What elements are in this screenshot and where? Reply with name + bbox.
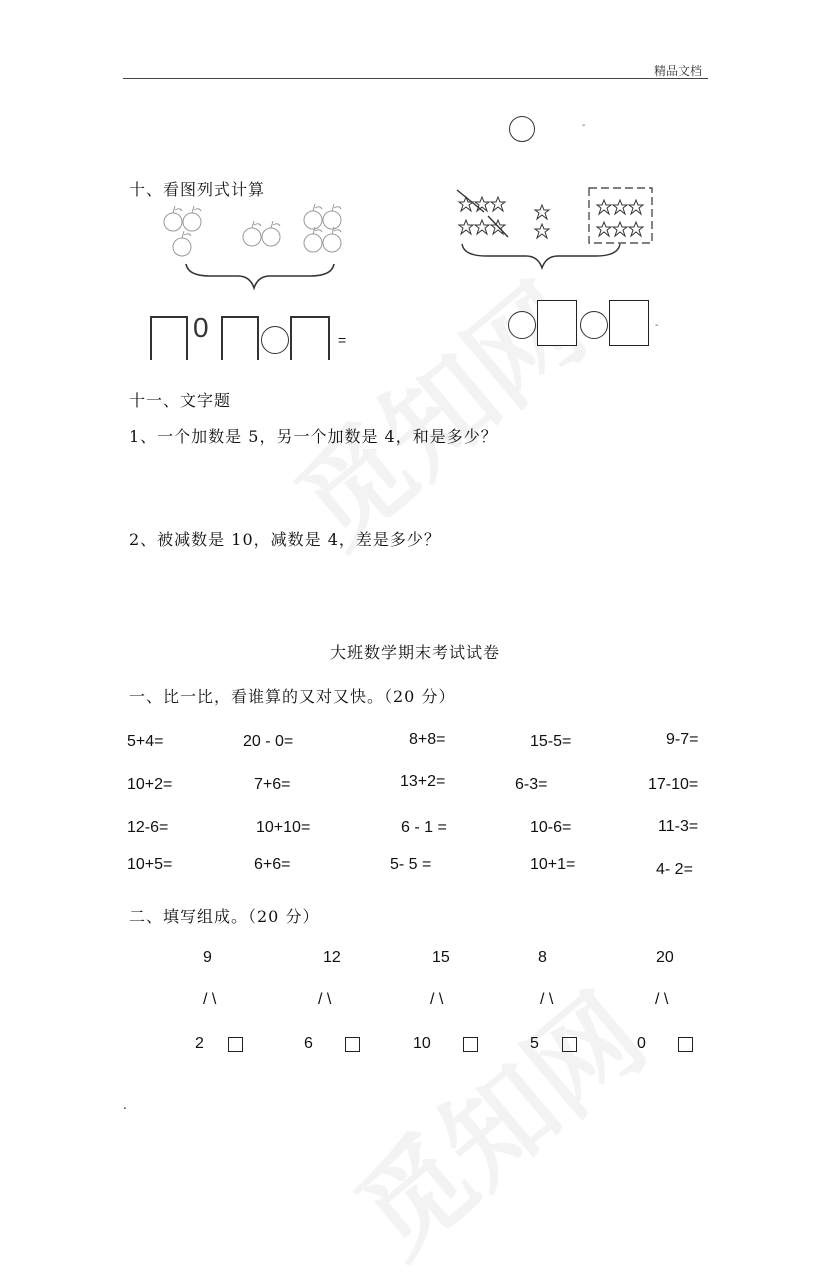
composition-total: 15 xyxy=(432,949,450,966)
tail-mark: - xyxy=(655,320,659,331)
section-10-title: 十、看图列式计算 xyxy=(129,180,266,199)
answer-box[interactable] xyxy=(150,316,188,360)
watermark xyxy=(318,952,672,1285)
composition-answer-box[interactable] xyxy=(228,1036,243,1055)
header-rule xyxy=(123,78,708,79)
arithmetic-item: 4- 2= xyxy=(656,861,693,878)
arithmetic-item: 9-7= xyxy=(666,731,699,748)
word-problem-1: 1、一个加数是 5，另一个加数是 4，和是多少？ xyxy=(129,427,498,446)
composition-part: 6 xyxy=(304,1035,313,1052)
section-11-title: 十一、文字题 xyxy=(129,391,232,410)
composition-branch: / \ xyxy=(318,991,332,1008)
arithmetic-item: 6-3= xyxy=(515,776,548,793)
equals-sign: = xyxy=(338,332,347,348)
arithmetic-item: 10+2= xyxy=(127,776,173,793)
part-1-title: 一、比一比，看谁算的又对又快。（20 分） xyxy=(129,687,456,706)
composition-answer-box[interactable] xyxy=(463,1036,478,1055)
part-2-title: 二、填写组成。（20 分） xyxy=(129,907,320,926)
composition-branch: / \ xyxy=(430,991,444,1008)
answer-circle xyxy=(509,116,535,142)
arithmetic-item: 11-3= xyxy=(658,818,699,835)
stars-figure xyxy=(450,182,660,277)
composition-answer-box[interactable] xyxy=(562,1036,577,1055)
answer-circle[interactable] xyxy=(580,311,608,339)
composition-part: 0 xyxy=(637,1035,646,1052)
arithmetic-item: 5+4= xyxy=(127,733,164,750)
composition-part: 5 xyxy=(530,1035,539,1052)
arithmetic-item: 20 - 0= xyxy=(243,733,294,750)
footer-mark: . xyxy=(123,1098,127,1112)
answer-box[interactable] xyxy=(221,316,259,360)
arithmetic-item: 12-6= xyxy=(127,819,169,836)
arithmetic-item: 10+1= xyxy=(530,856,576,873)
arithmetic-item: 6 - 1 = xyxy=(401,819,447,836)
answer-box[interactable] xyxy=(609,300,649,346)
composition-total: 20 xyxy=(656,949,674,966)
composition-branch: / \ xyxy=(655,991,669,1008)
operator-mark: 0 xyxy=(193,312,209,343)
exam-title: 大班数学期末考试试卷 xyxy=(329,643,500,662)
composition-answer-box[interactable] xyxy=(345,1036,360,1055)
composition-total: 12 xyxy=(323,949,341,966)
arithmetic-item: 10+10= xyxy=(256,819,311,836)
composition-part: 10 xyxy=(413,1035,431,1052)
arithmetic-item: 15-5= xyxy=(530,733,572,750)
answer-box[interactable] xyxy=(290,316,330,360)
arithmetic-item: 6+6= xyxy=(254,856,291,873)
answer-circle[interactable] xyxy=(261,326,289,354)
arithmetic-item: 10-6= xyxy=(530,819,572,836)
arithmetic-item: 17-10= xyxy=(648,776,699,793)
apples-figure xyxy=(150,198,360,298)
arithmetic-item: 7+6= xyxy=(254,776,291,793)
composition-total: 8 xyxy=(538,949,547,966)
answer-circle[interactable] xyxy=(508,311,536,339)
top-mark: - xyxy=(582,120,586,131)
composition-answer-box[interactable] xyxy=(678,1036,693,1055)
arithmetic-item: 10+5= xyxy=(127,856,173,873)
answer-box[interactable] xyxy=(537,300,577,346)
word-problem-2: 2、被减数是 10，减数是 4，差是多少？ xyxy=(129,530,441,549)
composition-branch: / \ xyxy=(540,991,554,1008)
arithmetic-item: 5- 5 = xyxy=(390,856,432,873)
arithmetic-item: 13+2= xyxy=(400,773,446,790)
header-label: 精品文档 xyxy=(654,64,703,78)
composition-part: 2 xyxy=(195,1035,204,1052)
composition-total: 9 xyxy=(203,949,212,966)
composition-branch: / \ xyxy=(203,991,217,1008)
arithmetic-item: 8+8= xyxy=(409,731,446,748)
